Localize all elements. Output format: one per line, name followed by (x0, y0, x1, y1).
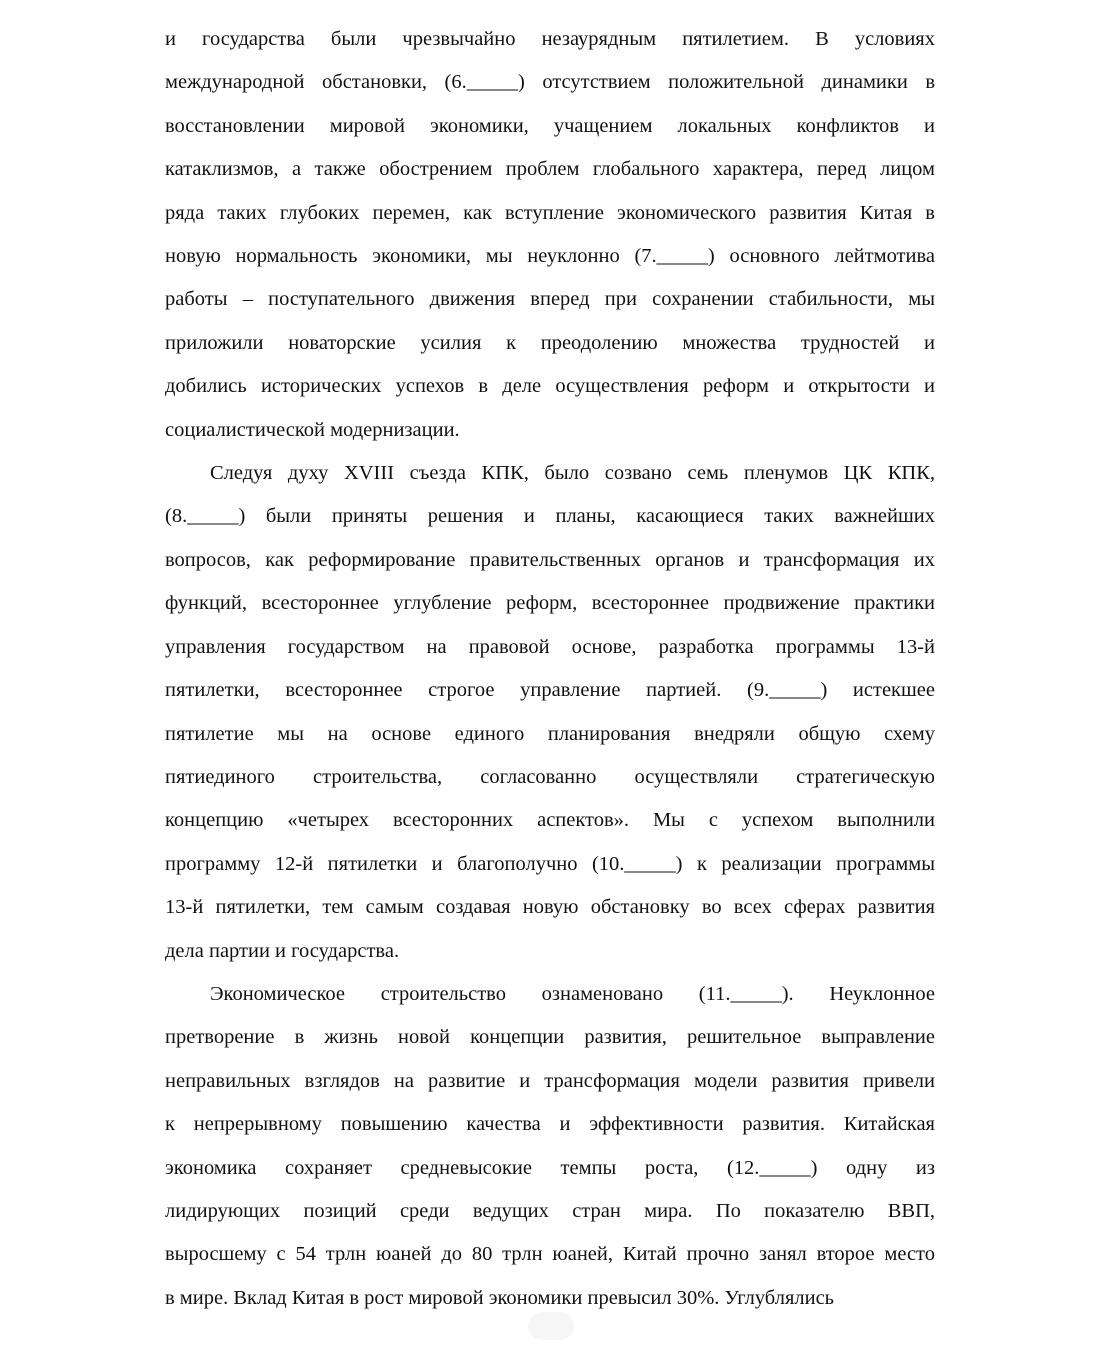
text-line: добились исторических успехов в деле осуществления реформ и открытости и (165, 375, 935, 398)
text-line: экономика сохраняет средневысокие темпы роста, (12._____) одну из (165, 1156, 935, 1179)
text-line: управления государством на правовой основе, разработка программы 13-й (165, 635, 935, 658)
text-line: неправильных взглядов на развитие и трансформация модели развития привели (165, 1069, 935, 1092)
text-line: в мире. Вклад Китая в рост мировой экономики превысил 30%. Углублялись (165, 1286, 835, 1309)
text-line: социалистической модернизации. (165, 418, 460, 441)
paragraph-2 (165, 452, 935, 973)
text-line: приложили новаторские усилия к преодолению множества трудностей и (165, 331, 935, 354)
text-line: катаклизмов, а также обострением проблем глобального характера, перед лицом (165, 158, 935, 181)
text-line: международной обстановки, (6._____) отсутствием положительной динамики в (165, 71, 935, 94)
text-line: ряда таких глубоких перемен, как вступление экономического развития Китая в (165, 201, 935, 224)
paragraph-1 (165, 18, 935, 452)
text-line: восстановлении мировой экономики, учащением локальных конфликтов и (165, 114, 935, 137)
text-line: выросшему с 54 трлн юаней до 80 трлн юаней, Китай прочно занял второе место (165, 1243, 935, 1266)
text-line: пятилетие мы на основе единого планирования внедряли общую схему (165, 722, 935, 745)
text-line: вопросов, как реформирование правительственных органов и трансформация их (165, 548, 935, 571)
text-line: пятилетки, всестороннее строгое управление партией. (9._____) истекшее (165, 679, 935, 702)
text-line: функций, всестороннее углубление реформ, всестороннее продвижение практики (165, 592, 935, 615)
text-line: и государства были чрезвычайно незаурядным пятилетием. В условиях (165, 28, 935, 50)
text-line: Следуя духу XVIII съезда КПК, было созвано семь пленумов ЦК КПК, (210, 462, 935, 485)
text-line: концепцию «четырех всесторонних аспектов». Мы с успехом выполнили (165, 809, 935, 832)
text-line: 13-й пятилетки, тем самым создавая новую обстановку во всех сферах развития (165, 896, 935, 919)
text-line: претворение в жизнь новой концепции развития, решительное выправление (165, 1026, 935, 1049)
paragraph-3 (165, 973, 935, 1320)
text-line: Экономическое строительство ознаменовано (11._____). Неуклонное (210, 982, 935, 1005)
page-number-marker (528, 1312, 574, 1340)
text-line: новую нормальность экономики, мы неуклонно (7._____) основного лейтмотива (165, 245, 935, 268)
text-line: (8._____) были приняты решения и планы, касающиеся таких важнейших (165, 505, 935, 528)
text-line: работы – поступательного движения вперед при сохранении стабильности, мы (165, 288, 935, 311)
text-line: программу 12-й пятилетки и благополучно (10._____) к реализации программы (165, 852, 935, 875)
text-line: к непрерывному повышению качества и эффективности развития. Китайская (165, 1113, 935, 1136)
text-line: дела партии и государства. (165, 939, 400, 962)
document-body (165, 18, 935, 1320)
text-line: лидирующих позиций среди ведущих стран мира. По показателю ВВП, (165, 1199, 935, 1222)
text-line: пятиединого строительства, согласованно осуществляли стратегическую (165, 765, 935, 788)
